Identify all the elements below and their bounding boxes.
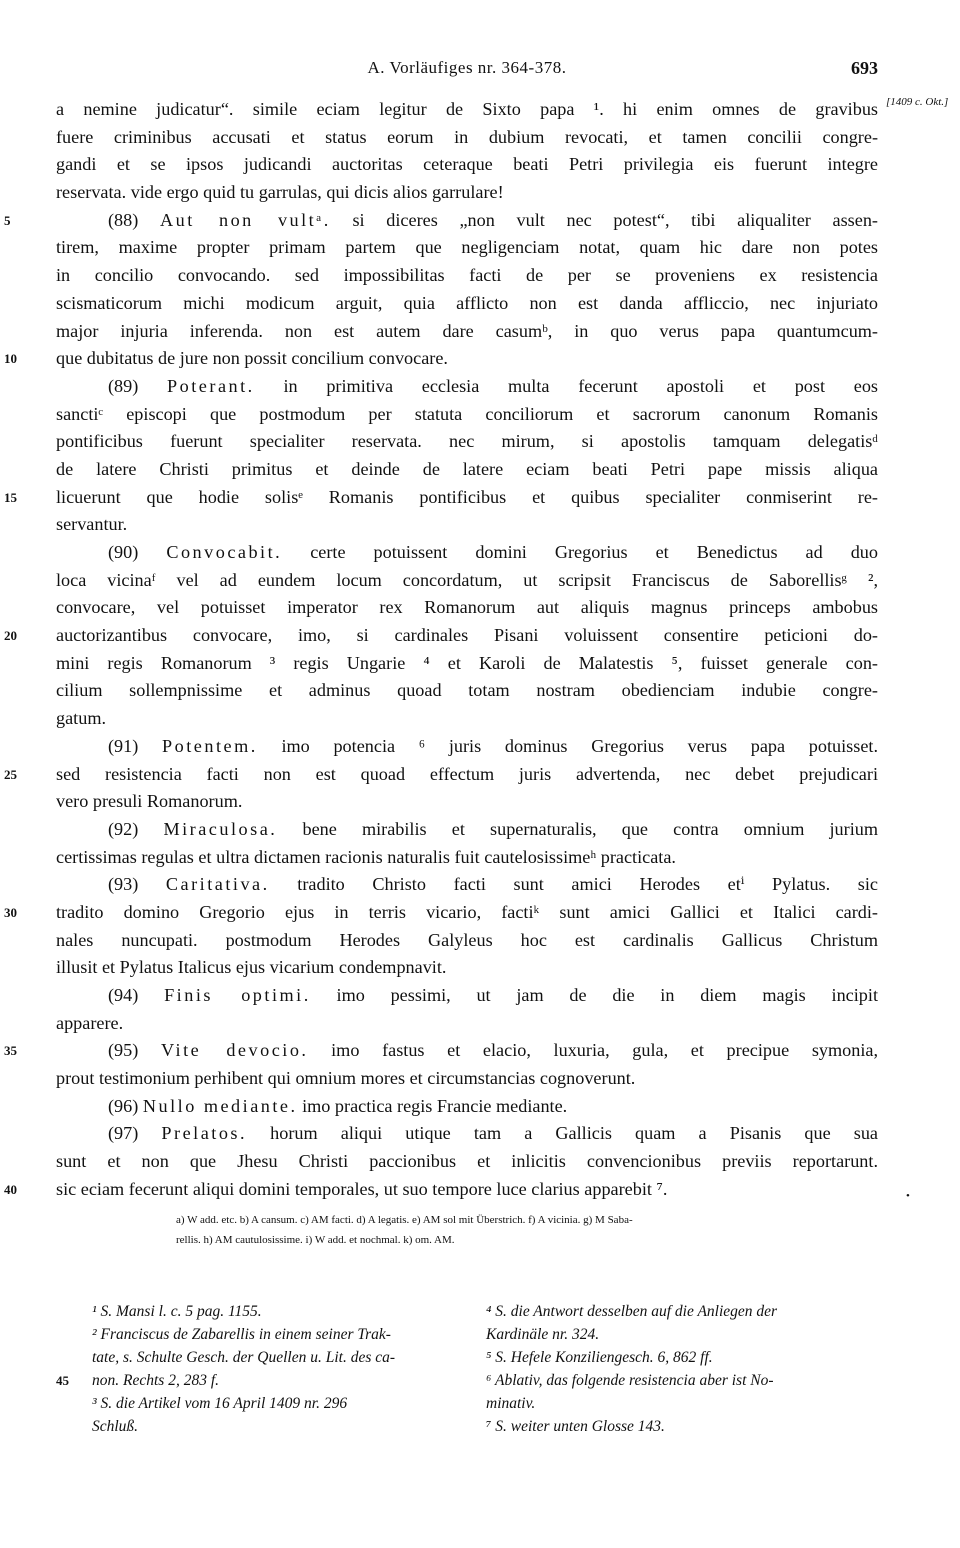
lemma: Finis optimi. bbox=[164, 985, 311, 1005]
line-text: tirem, maxime propter primam partem que negligenciam notat, quam hic dare non potes bbox=[56, 237, 878, 258]
line-text: (90) Convocabit. certe potuissent domini Gregorius et Benedictus ad duo bbox=[108, 542, 878, 562]
line-text: vero presuli Romanorum. bbox=[56, 791, 243, 812]
footnotes-left-column bbox=[56, 1300, 482, 1438]
line-number: 5 bbox=[4, 212, 11, 228]
footnote-line: ² Franciscus de Zabarellis in einem seiner Trak- bbox=[92, 1326, 391, 1343]
text-line bbox=[4, 207, 878, 235]
apparatus-line: rellis. h) AM cautulosissime. i) W add. et nochmal. k) om. AM. bbox=[176, 1234, 455, 1246]
text-line bbox=[4, 761, 878, 789]
line-text: (93) Caritativa. tradito Christo facti sunt amici Herodes etⁱ Pylatus. sic bbox=[108, 874, 878, 895]
text-line bbox=[56, 733, 878, 761]
line-number: 45 bbox=[56, 1373, 69, 1388]
text-line bbox=[56, 234, 878, 262]
line-text: nales nuncupati. postmodum Herodes Galyleus hoc est cardinalis Gallicus Christum bbox=[56, 929, 878, 950]
footnote-line: ⁵ S. Hefele Konziliengesch. 6, 862 ff. bbox=[486, 1349, 713, 1366]
apparatus-line: a) W add. etc. b) A cansum. c) AM facti. d) A legatis. e) AM sol mit Überstrich. f) A vicinia. g) M Saba- bbox=[176, 1214, 633, 1226]
text-line bbox=[56, 401, 878, 429]
text-line bbox=[56, 318, 878, 346]
text-line bbox=[56, 456, 878, 484]
line-text: a nemine judicatur“. simile eciam legitur de Sixto papa ¹. hi enim omnes de gravibus bbox=[56, 99, 878, 119]
text-line bbox=[56, 871, 878, 899]
line-text: sunt et non que Jhesu Christi paccionibus et inlicitis convencionibus previis reportarunt. bbox=[56, 1151, 878, 1172]
line-text: gatum. bbox=[56, 708, 107, 729]
line-text: (95) Vite devocio. imo fastus et elacio, luxuria, gula, et precipue symonia, bbox=[108, 1040, 878, 1061]
line-text: auctorizantibus convocare, imo, si cardinales Pisani voluissent consentire peticioni do- bbox=[56, 625, 878, 646]
line-text: fuere criminibus accusati et status eorum in dubium revocati, et tamen concilii congre- bbox=[56, 126, 878, 147]
line-text: cilium sollempnissime et adminus quoad totam nostram obedienciam indubie congre- bbox=[56, 680, 878, 701]
text-line bbox=[56, 151, 878, 179]
lemma: Miraculosa. bbox=[163, 818, 278, 839]
line-text: convocare, vel potuisset imperator rex Romanorum aut aliquis magnus princeps ambobus bbox=[56, 597, 878, 618]
critical-apparatus bbox=[176, 1210, 878, 1250]
footnote-line: Kardinäle nr. 324. bbox=[486, 1326, 600, 1343]
lemma: Prelatos. bbox=[161, 1123, 248, 1144]
text-line bbox=[4, 484, 878, 512]
text-line bbox=[56, 677, 878, 705]
footnote-line: Schluß. bbox=[92, 1418, 139, 1435]
line-number: 35 bbox=[4, 1043, 17, 1059]
footnote-line: tate, s. Schulte Gesch. der Quellen u. Lit. des ca- bbox=[92, 1349, 396, 1366]
line-text: tradito domino Gregorio ejus in terris vicario, factiᵏ sunt amici Gallici et Italici cardi- bbox=[56, 901, 878, 922]
line-number: 30 bbox=[4, 904, 17, 920]
lemma: Aut non vultᵃ. bbox=[160, 209, 331, 230]
running-head: A. Vorläufiges nr. 364-378. bbox=[367, 58, 567, 77]
line-number: 10 bbox=[4, 351, 17, 367]
line-text: certissimas regulas et ultra dictamen racionis naturalis fuit cautelosissimeʰ practicata. bbox=[56, 846, 676, 867]
line-text: (94) Finis optimi. imo pessimi, ut jam de die in diem magis incipit bbox=[108, 985, 878, 1005]
line-text: gandi et se ipsos judicandi auctoritas ceteraque beati Petri privilegia eis fuerunt integre bbox=[56, 154, 878, 175]
text-line bbox=[56, 594, 878, 622]
text-line bbox=[56, 179, 878, 207]
line-text: prout testimonium perhibent qui omnium mores et circumstancias cognoverunt. bbox=[56, 1068, 636, 1089]
footnote-line: non. Rechts 2, 283 f. bbox=[92, 1372, 219, 1389]
line-text: (96) Nullo mediante. imo practica regis Francie mediante. bbox=[108, 1095, 568, 1116]
lemma: Nullo mediante. bbox=[142, 1095, 298, 1116]
text-line bbox=[56, 262, 878, 290]
text-line bbox=[56, 1120, 878, 1148]
footnote-line: ¹ S. Mansi l. c. 5 pag. 1155. bbox=[92, 1303, 262, 1320]
text-line bbox=[56, 788, 878, 816]
line-text: (88) Aut non vultᵃ. si diceres „non vult nec potest“, tibi aliqualiter assen- bbox=[108, 209, 878, 230]
text-line bbox=[56, 428, 878, 456]
text-line bbox=[56, 1093, 878, 1121]
text-line bbox=[56, 954, 878, 982]
text-line bbox=[4, 345, 878, 373]
main-text bbox=[4, 96, 878, 1204]
lemma: Caritativa. bbox=[165, 874, 270, 895]
text-line bbox=[56, 539, 878, 567]
line-text: servantur. bbox=[56, 514, 128, 535]
line-number: 40 bbox=[4, 1181, 17, 1197]
line-number: 20 bbox=[4, 628, 17, 644]
footnote-line: ⁶ Ablativ, das folgende resistencia aber ist No- bbox=[486, 1372, 774, 1389]
line-text: scismaticorum michi modicum arguit, quia afflicto non est danda affliccio, nec injuriato bbox=[56, 292, 878, 313]
line-text: licuerunt que hodie solisᵉ Romanis pontificibus et quibus specialiter conmiserint re- bbox=[56, 486, 878, 507]
text-line bbox=[4, 1176, 878, 1204]
page-number: 693 bbox=[851, 58, 878, 78]
text-line bbox=[56, 1148, 878, 1176]
line-text: mini regis Romanorum ³ regis Ungarie ⁴ et Karoli de Malatestis ⁵, fuisset generale con- bbox=[56, 652, 878, 673]
text-line bbox=[56, 982, 878, 1010]
line-text: que dubitatus de jure non possit concilium convocare. bbox=[56, 348, 448, 369]
line-text: apparere. bbox=[56, 1012, 124, 1033]
line-text: (91) Potentem. imo potencia ⁶ juris dominus Gregorius verus papa potuisset. bbox=[108, 735, 878, 756]
line-text: (97) Prelatos. horum aliqui utique tam a Gallicis quam a Pisanis que sua bbox=[108, 1123, 878, 1144]
line-text: pontificibus fuerunt specialiter reservata. nec mirum, si apostolis tamquam delegatisᵈ bbox=[56, 431, 878, 452]
text-line bbox=[56, 1065, 878, 1093]
text-line bbox=[56, 650, 878, 678]
text-line bbox=[4, 1037, 878, 1065]
text-line bbox=[56, 927, 878, 955]
footnote-line: ⁴ S. die Antwort desselben auf die Anliegen der bbox=[486, 1303, 778, 1320]
line-text: de latere Christi primitus et deinde de latere eciam beati Petri pape missis aliqua bbox=[56, 458, 878, 479]
text-line bbox=[56, 844, 878, 872]
line-number: 25 bbox=[4, 766, 17, 782]
text-line bbox=[56, 290, 878, 318]
line-number: 15 bbox=[4, 489, 17, 505]
footnote-line: ⁷ S. weiter unten Glosse 143. bbox=[486, 1418, 665, 1435]
text-line bbox=[56, 1010, 878, 1038]
lemma: Convocabit. bbox=[166, 542, 283, 562]
lemma: Potentem. bbox=[162, 735, 258, 756]
text-line bbox=[56, 373, 878, 401]
line-text: reservata. vide ergo quid tu garrulas, qui dicis alios garrulare! bbox=[56, 182, 504, 203]
line-text: sed resistencia facti non est quoad effectum juris advertenda, nec debet prejudicari bbox=[56, 763, 878, 784]
line-text: major injuria inferenda. non est autem dare casumᵇ, in quo verus papa quantumcum- bbox=[56, 320, 878, 341]
text-line bbox=[56, 816, 878, 844]
line-text: loca vicinaᶠ vel ad eundem locum concordatum, ut scripsit Franciscus de Saborellisᵍ ², bbox=[56, 569, 878, 590]
lemma: Vite devocio. bbox=[160, 1040, 309, 1061]
text-line bbox=[56, 124, 878, 152]
lemma: Poterant. bbox=[167, 375, 255, 396]
line-text: in concilio convocando. sed impossibilitas facti de per se proveniens ex resistencia bbox=[56, 265, 878, 286]
text-line bbox=[56, 705, 878, 733]
text-line bbox=[56, 511, 878, 539]
line-text: sic eciam fecerunt aliqui domini temporales, ut suo tempore luce clarius apparebit ⁷. bbox=[56, 1178, 668, 1199]
text-line bbox=[56, 96, 878, 124]
text-line bbox=[4, 899, 878, 927]
line-text: (89) Poterant. in primitiva ecclesia multa fecerunt apostoli et post eos bbox=[108, 375, 878, 396]
text-line bbox=[4, 622, 878, 650]
line-text: illusit et Pylatus Italicus ejus vicarium condempnavit. bbox=[56, 957, 447, 978]
margin-date-note: [1409 c. Okt.] bbox=[886, 96, 949, 108]
text-line bbox=[56, 567, 878, 595]
footnote-line: minativ. bbox=[486, 1395, 536, 1412]
footnote-line: ³ S. die Artikel vom 16 April 1409 nr. 296 bbox=[92, 1395, 348, 1412]
apparatus-bullet: • bbox=[906, 1190, 910, 1202]
footnotes-right-column bbox=[486, 1300, 876, 1438]
line-text: (92) Miraculosa. bene mirabilis et supernaturalis, que contra omnium jurium bbox=[108, 818, 878, 839]
line-text: sanctiᶜ episcopi que postmodum per statuta conciliorum et sacrorum canonum Romanis bbox=[56, 403, 878, 424]
page-header bbox=[56, 58, 878, 84]
